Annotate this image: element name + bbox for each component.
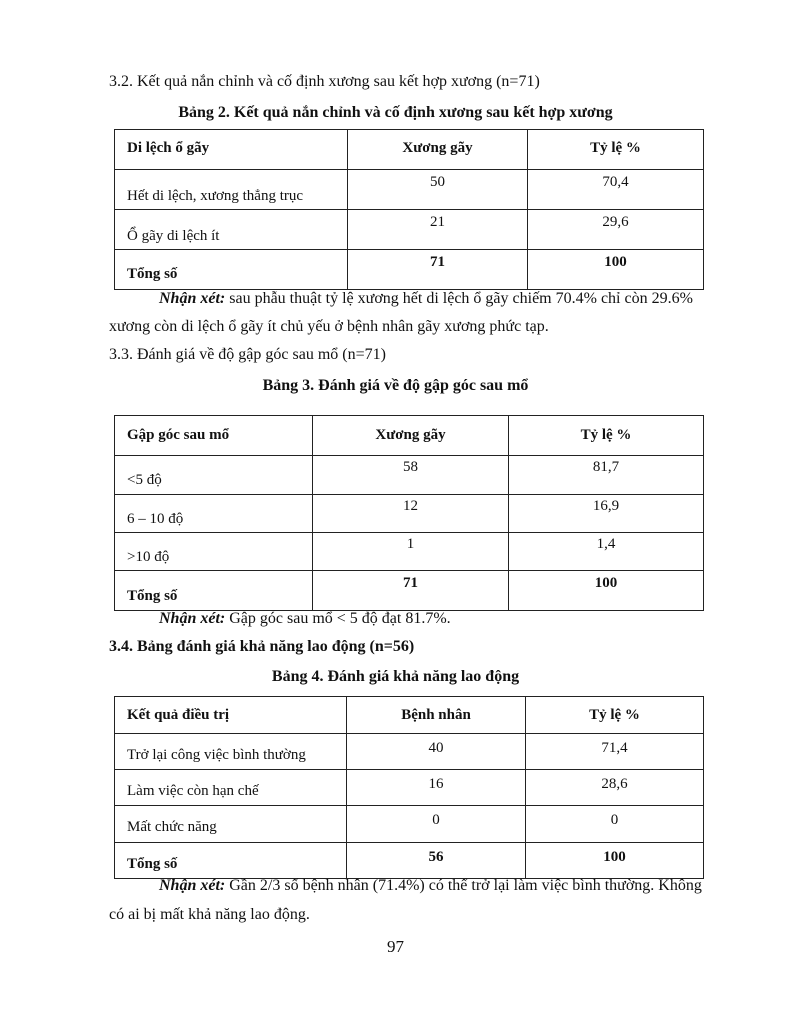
- table-total-row: [115, 843, 704, 879]
- table-row: [115, 734, 704, 770]
- table-cell: 0: [432, 812, 440, 828]
- table-cell: 50: [430, 174, 445, 190]
- remark2-line2: xương còn di lệch ổ gãy ít chủ yếu ở bệnh nhân gãy xương phức tạp.: [109, 318, 549, 335]
- table-header-row: [115, 416, 704, 456]
- table-cell: 1,4: [596, 536, 616, 552]
- remark-text: Gập góc sau mổ < 5 độ đạt 81.7%.: [229, 610, 451, 627]
- table-header-cell: Tỷ lệ %: [580, 427, 632, 443]
- table3-caption: Bảng 3. Đánh giá về độ gập góc sau mổ: [262, 377, 529, 394]
- remark4-line2: có ai bị mất khả năng lao động.: [109, 906, 310, 923]
- remark3-line: [159, 610, 451, 628]
- table-row: [115, 806, 704, 843]
- table-cell: 12: [403, 498, 418, 514]
- table-header-cell: Di lệch ổ gãy: [127, 140, 210, 156]
- section-heading-3-4: 3.4. Bảng đánh giá khả năng lao động (n=56): [109, 638, 415, 655]
- table-cell: Hết di lệch, xương thẳng trục: [127, 188, 304, 204]
- table-cell: Tổng số: [127, 266, 178, 282]
- table-cell: 6 – 10 độ: [127, 511, 184, 527]
- table-cell: 1: [406, 536, 415, 552]
- table-cell: Ổ gãy di lệch ít: [127, 228, 220, 244]
- table-cell: 16,9: [592, 498, 620, 514]
- table-cell: Tổng số: [127, 588, 178, 604]
- table-cell: <5 độ: [127, 472, 162, 488]
- table-row: [115, 210, 704, 250]
- table-cell: 56: [428, 849, 444, 865]
- table-row: [115, 533, 704, 571]
- table-cell: Làm việc còn hạn chế: [127, 783, 259, 799]
- table3: [114, 415, 704, 611]
- table-cell: 71: [403, 575, 418, 591]
- table-cell: 40: [428, 740, 444, 756]
- remark-text: Gần 2/3 số bệnh nhân (71.4%) có thể trở lại làm việc bình thường. Không: [229, 877, 702, 894]
- table-row: [115, 770, 704, 806]
- table-header-cell: Bệnh nhân: [401, 707, 471, 723]
- table-cell: 21: [430, 214, 445, 230]
- table-cell: 16: [428, 776, 444, 792]
- table-cell: 29,6: [602, 214, 629, 230]
- page-number: 97: [387, 937, 404, 956]
- table-cell: 81,7: [592, 459, 620, 475]
- table-header-cell: Gập góc sau mổ: [127, 427, 230, 443]
- table-header-cell: Xương gãy: [375, 427, 446, 443]
- section-heading-3-2: 3.2. Kết quả nắn chỉnh và cố định xương sau kết hợp xương (n=71): [109, 73, 540, 90]
- table-row: [115, 495, 704, 533]
- table-cell: 28,6: [601, 776, 628, 792]
- table2-caption: Bảng 2. Kết quả nắn chỉnh và cố định xương sau kết hợp xương: [178, 104, 613, 121]
- table-cell: 100: [594, 575, 618, 591]
- table4-caption: Bảng 4. Đánh giá khả năng lao động: [271, 668, 520, 685]
- table-header-cell: Kết quả điều trị: [127, 707, 230, 723]
- remark4-line1: [159, 877, 702, 895]
- table-header-row: [115, 130, 704, 170]
- table-cell: 0: [610, 812, 619, 828]
- table-cell: 100: [604, 254, 627, 270]
- table-row: [115, 170, 704, 210]
- table-cell: 71,4: [601, 740, 628, 756]
- table-cell: 71: [430, 254, 445, 270]
- table-header-row: [115, 697, 704, 734]
- table2: [114, 129, 704, 290]
- table-header-cell: Tỷ lệ %: [589, 707, 640, 723]
- table-cell: Trở lại công việc bình thường: [127, 747, 306, 763]
- table4: [114, 696, 704, 879]
- remark-label: Nhận xét:: [159, 610, 226, 627]
- table-cell: 100: [603, 849, 626, 865]
- table-cell: Mất chức năng: [127, 819, 217, 835]
- table-header-cell: Xương gãy: [402, 140, 473, 156]
- table-header-cell: Tỷ lệ %: [590, 140, 641, 156]
- table-cell: >10 độ: [127, 549, 170, 565]
- remark2-line1: [159, 290, 693, 308]
- table-cell: 58: [403, 459, 418, 475]
- remark-text: sau phẫu thuật tỷ lệ xương hết di lệch ổ gãy chiếm 70.4% chỉ còn 29.6%: [229, 290, 693, 307]
- table-row: [115, 456, 704, 495]
- table-cell: 70,4: [602, 174, 629, 190]
- table-total-row: [115, 571, 704, 611]
- section-heading-3-3: 3.3. Đánh giá về độ gập góc sau mổ (n=71): [109, 346, 386, 363]
- table-cell: Tổng số: [127, 856, 178, 872]
- table-total-row: [115, 250, 704, 290]
- remark-label: Nhận xét:: [159, 290, 226, 307]
- remark-label: Nhận xét:: [159, 877, 226, 894]
